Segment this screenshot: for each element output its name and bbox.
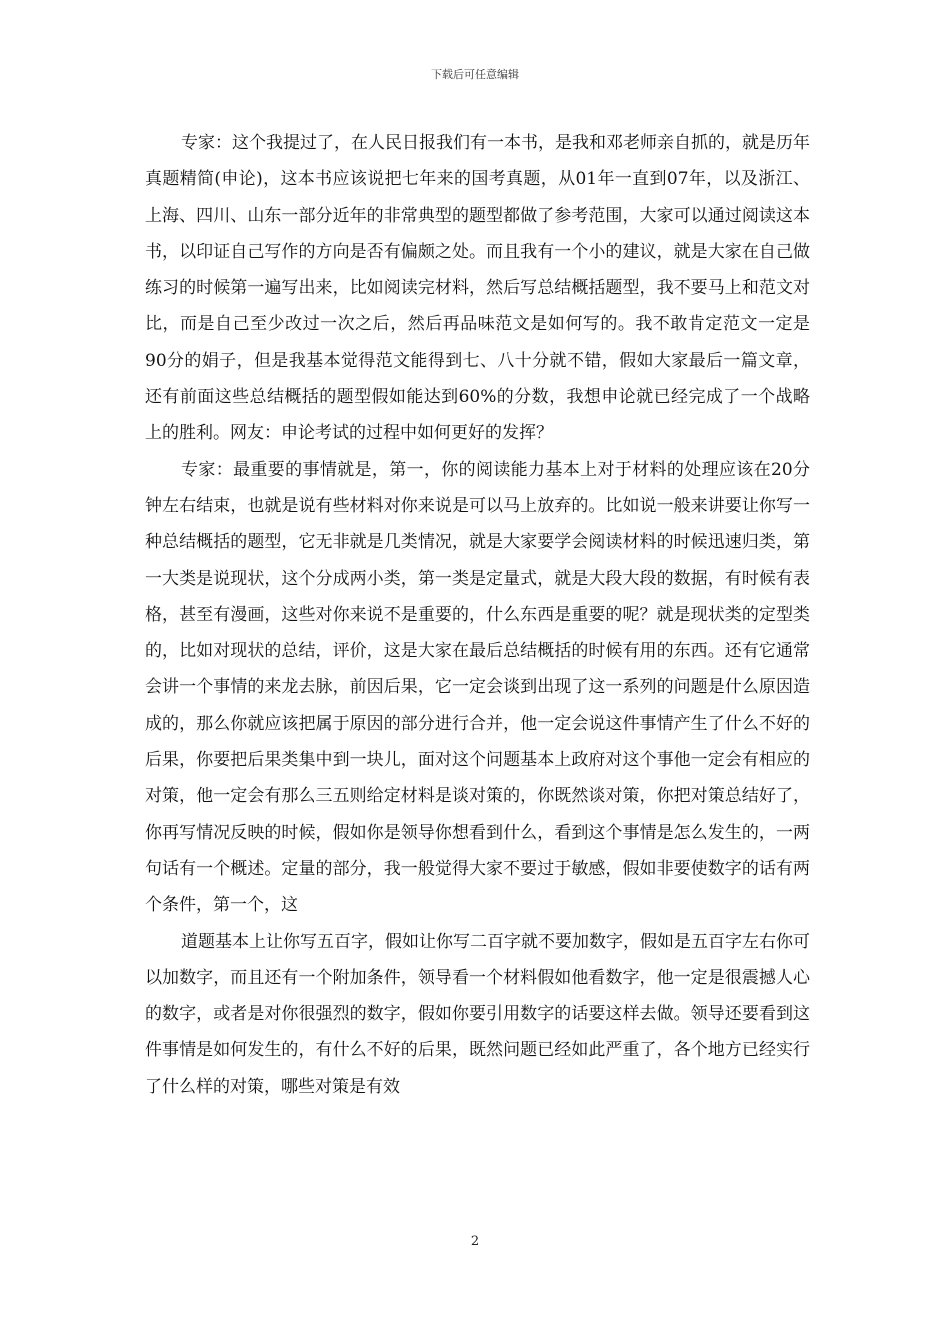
document-body: [145, 125, 810, 1105]
paragraph: 专家：最重要的事情就是，第一，你的阅读能力基本上对于材料的处理应该在20分钟左右结束，也就是说有些材料对你来说是可以马上放弃的。比如说一般来讲要让你写一种总结概括的题型，它无非就是几类情况，就是大家要学会阅读材料的时候迅速归类，第一大类是说现状，这个分成两小类，第一类是定量式，就是大段大段的数据，有时候有表格，甚至有漫画，这些对你来说不是重要的，什么东西是重要的呢？就是现状类的定型类的，比如对现状的总结，评价，这是大家在最后总结概括的时候有用的东西。还有它通常会讲一个事情的来龙去脉，前因后果，它一定会谈到出现了这一系列的问题是什么原因造成的，那么你就应该把属于原因的部分进行合并，他一定会说这件事情产生了什么不好的后果，你要把后果类集中到一块儿，面对这个问题基本上政府对这个事他一定会有相应的对策，他一定会有那么三五则给定材料是谈对策的，你既然谈对策，你把对策总结好了，你再写情况反映的时候，假如你是领导你想看到什么，看到这个事情是怎么发生的，一两句话有一个概述。定量的部分，我一般觉得大家不要过于敏感，假如非要使数字的话有两个条件，第一个，这: [145, 459, 810, 916]
paragraph: 道题基本上让你写五百字，假如让你写二百字就不要加数字，假如是五百字左右你可以加数字，而且还有一个附加条件，领导看一个材料假如他看数字，他一定是很震撼人心的数字，或者是对你很强烈的数字，假如你要引用数字的话要这样去做。领导还要看到这件事情是如何发生的，有什么不好的后果，既然问题已经如此严重了，各个地方已经实行了什么样的对策，哪些对策是有效: [145, 931, 810, 1097]
page-number: 2: [470, 1234, 480, 1249]
paragraph: 专家：这个我提过了，在人民日报我们有一本书，是我和邓老师亲自抓的，就是历年真题精简(申论)，这本书应该说把七年来的国考真题，从01年一直到07年，以及浙江、上海、四川、山东一部分近年的非常典型的题型都做了参考范围，大家可以通过阅读这本书，以印证自己写作的方向是否有偏颇之处。而且我有一个小的建议，就是大家在自己做练习的时候第一遍写出来，比如阅读完材料，然后写总结概括题型，我不要马上和范文对比，而是自己至少改过一次之后，然后再品味范文是如何写的。我不敢肯定范文一定是90分的娟子，但是我基本觉得范文能得到七、八十分就不错，假如大家最后一篇文章，还有前面这些总结概括的题型假如能达到60%的分数，我想申论就已经完成了一个战略上的胜利。网友：申论考试的过程中如何更好的发挥？: [145, 133, 810, 444]
page-header: 下载后可任意编辑: [431, 68, 519, 81]
